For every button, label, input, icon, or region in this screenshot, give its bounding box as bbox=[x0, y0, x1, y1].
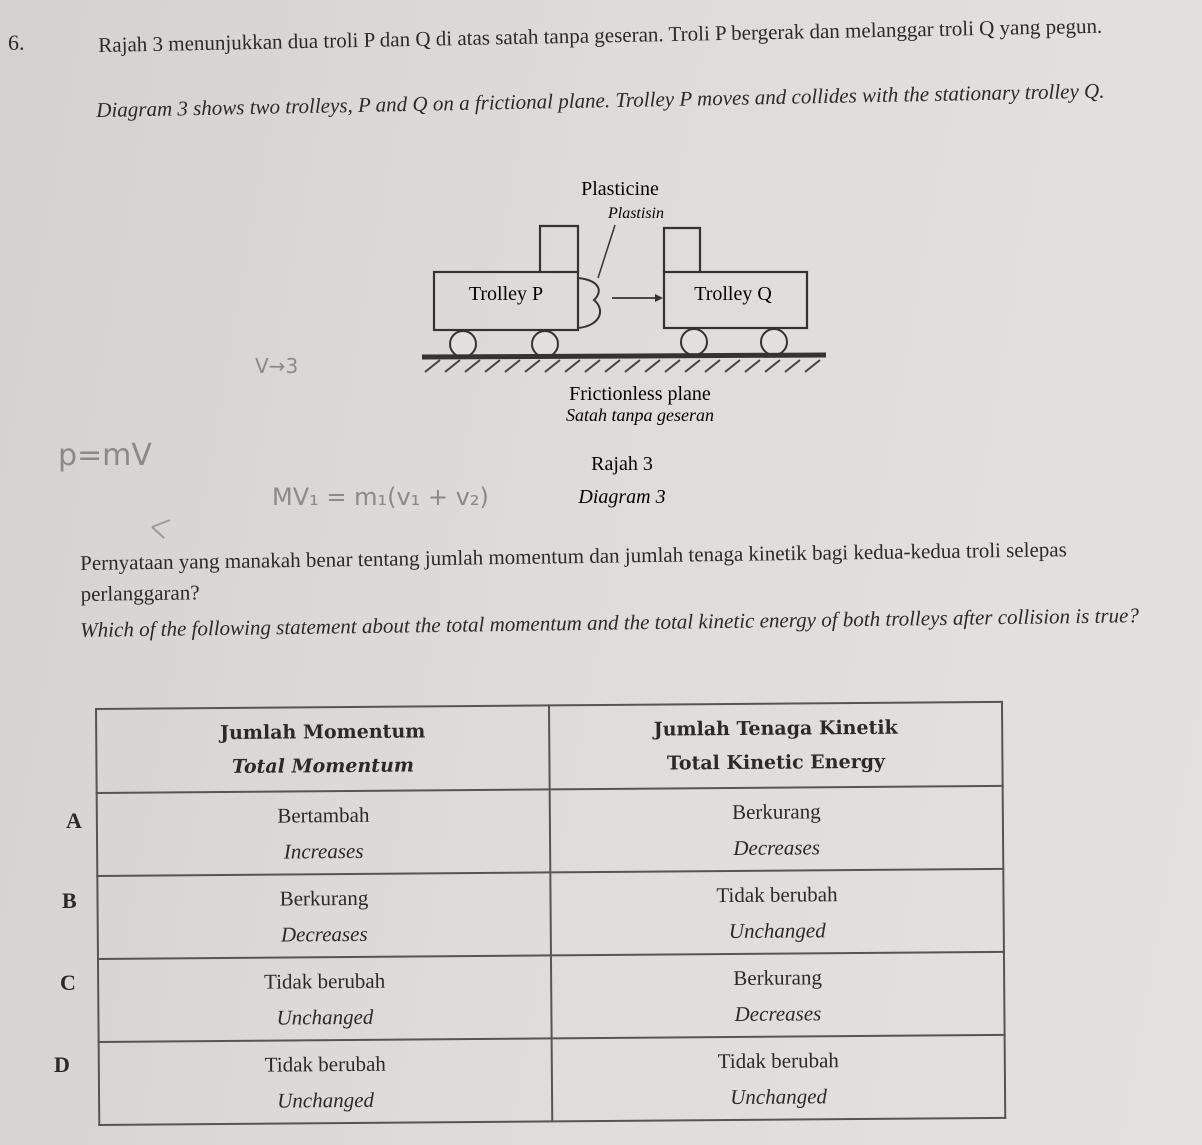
plane-label-ms: Satah tanpa geseran bbox=[566, 405, 714, 425]
energy-en: Decreases bbox=[734, 1000, 822, 1026]
cell-energy bbox=[552, 1035, 1006, 1122]
header-total-kinetic-energy bbox=[549, 702, 1003, 790]
handwritten-note-equation: MV₁ = m₁(v₁ + v₂) bbox=[272, 483, 489, 511]
cell-momentum bbox=[98, 955, 552, 1042]
momentum-en: Decreases bbox=[280, 921, 368, 947]
momentum-ms: Tidak berubah bbox=[263, 968, 386, 994]
trolley-p-label: Trolley P bbox=[468, 283, 544, 305]
cell-energy bbox=[551, 952, 1005, 1039]
ground-hatching bbox=[425, 360, 820, 372]
table-header-row bbox=[96, 702, 1003, 793]
header-momentum-en: Total Momentum bbox=[231, 754, 415, 778]
energy-en: Unchanged bbox=[728, 917, 826, 943]
cell-energy bbox=[550, 869, 1004, 956]
question-number: 6. bbox=[8, 30, 25, 55]
momentum-en: Unchanged bbox=[277, 1087, 375, 1113]
momentum-ms: Tidak berubah bbox=[264, 1051, 386, 1077]
answer-table bbox=[95, 701, 1006, 1126]
momentum-ms: Berkurang bbox=[279, 885, 369, 911]
energy-en: Decreases bbox=[733, 834, 821, 860]
energy-en: Unchanged bbox=[730, 1083, 828, 1109]
table-row[interactable] bbox=[99, 1035, 1006, 1125]
option-letter-c[interactable]: C bbox=[60, 970, 76, 995]
handwritten-note-momentum: p=mV bbox=[58, 438, 152, 473]
plasticine-label-en: Plasticine bbox=[581, 178, 659, 200]
diagram-caption-en: Diagram 3 bbox=[578, 486, 666, 508]
option-letter-b[interactable]: B bbox=[62, 888, 77, 913]
trolley-diagram bbox=[0, 0, 1202, 540]
momentum-en: Increases bbox=[283, 838, 364, 864]
cell-momentum bbox=[99, 1038, 553, 1125]
option-letter-a[interactable]: A bbox=[66, 808, 82, 833]
ground-line bbox=[422, 355, 826, 357]
question-intro-english: Diagram 3 shows two trolleys, P and Q on a frictional plane. Trolley P moves and collides with the stationary trolley Q. bbox=[96, 78, 1105, 122]
energy-ms: Berkurang bbox=[731, 798, 821, 824]
cell-momentum bbox=[97, 872, 551, 959]
option-letter-d[interactable]: D bbox=[54, 1052, 70, 1077]
plasticine-pointer bbox=[598, 225, 615, 278]
header-energy-ms: Jumlah Tenaga Kinetik bbox=[653, 716, 898, 741]
motion-arrowhead bbox=[655, 294, 663, 302]
header-total-momentum bbox=[96, 705, 550, 793]
header-momentum-ms: Jumlah Momentum bbox=[219, 720, 426, 745]
table-row[interactable] bbox=[97, 786, 1004, 876]
question-intro-malay: Rajah 3 menunjukkan dua troli P dan Q di atas satah tanpa geseran. Troli P bergerak dan melanggar troli Q yang pegun. bbox=[98, 13, 1103, 57]
cell-energy bbox=[550, 786, 1004, 873]
handwritten-arrow bbox=[152, 520, 170, 538]
question-english: Which of the following statement about the total momentum and the total kinetic energy of both trolleys after collision is true? bbox=[80, 603, 1140, 642]
trolley-q-label: Trolley Q bbox=[694, 283, 772, 305]
diagram-caption-ms: Rajah 3 bbox=[591, 453, 653, 475]
plane-label-en: Frictionless plane bbox=[569, 383, 711, 405]
plasticine-blob bbox=[578, 278, 600, 328]
energy-ms: Tidak berubah bbox=[716, 881, 838, 907]
header-energy-en: Total Kinetic Energy bbox=[666, 750, 886, 775]
momentum-ms: Bertambah bbox=[277, 802, 370, 828]
cell-momentum bbox=[97, 789, 551, 876]
table-row[interactable] bbox=[98, 952, 1005, 1042]
table-row[interactable] bbox=[97, 869, 1004, 959]
plasticine-label-ms: Plastisin bbox=[607, 205, 665, 222]
momentum-en: Unchanged bbox=[276, 1004, 374, 1030]
energy-ms: Berkurang bbox=[733, 964, 823, 990]
question-malay: Pernyataan yang manakah benar tentang jumlah momentum dan jumlah tenaga kinetik bagi kedua-kedua troli selepas perlanggaran? bbox=[80, 537, 1067, 606]
energy-ms: Tidak berubah bbox=[717, 1047, 839, 1073]
handwritten-note-v: V→3 bbox=[255, 354, 299, 378]
